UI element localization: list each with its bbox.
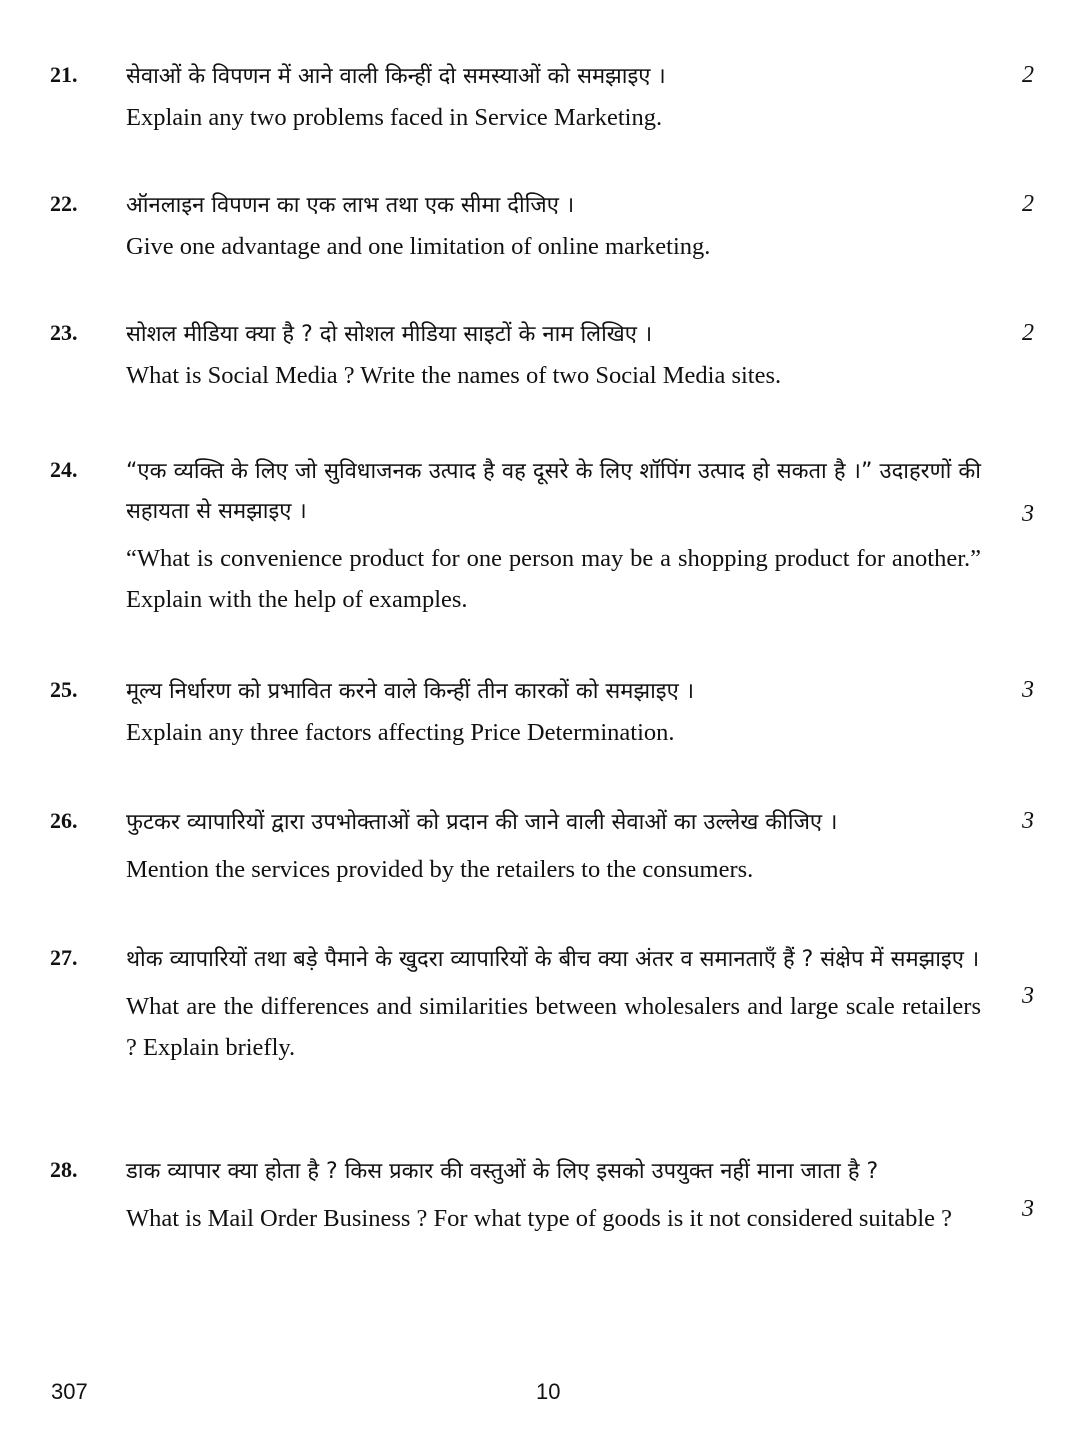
question-marks: 2 <box>1022 191 1034 217</box>
question-marks: 2 <box>1022 62 1034 88</box>
question-number: 28. <box>50 1157 78 1182</box>
question-number: 21. <box>50 62 78 87</box>
question-marks: 3 <box>1022 677 1034 703</box>
question-text-hindi: थोक व्यापारियों तथा बड़े पैमाने के खुदरा व्यापारियों के बीच क्या अंतर व समानताएँ हैं ? संक्षेप में समझाइए । <box>126 947 980 972</box>
question-body <box>126 1152 981 1239</box>
question-number: 27. <box>50 945 78 970</box>
question-number: 24. <box>50 457 78 482</box>
question-text-english: Mention the services provided by the retailers to the consumers. <box>126 856 754 883</box>
question-number: 22. <box>50 191 78 216</box>
question-text-english: What is Social Media ? Write the names of two Social Media sites. <box>126 362 782 389</box>
question-text-english: “What is convenience product for one person may be a shopping product for another.” Explain with the help of examples. <box>126 545 981 613</box>
question-body <box>126 452 981 620</box>
question-text-hindi: फुटकर व्यापारियों द्वारा उपभोक्ताओं को प्रदान की जाने वाली सेवाओं का उल्लेख कीजिए । <box>126 810 838 835</box>
question-text-hindi: डाक व्यापार क्या होता है ? किस प्रकार की वस्तुओं के लिए इसको उपयुक्त नहीं माना जाता है ? <box>126 1159 879 1184</box>
page-number: 10 <box>536 1379 561 1404</box>
question-body <box>126 672 981 753</box>
question-number: 26. <box>50 808 78 833</box>
question-body <box>126 57 981 138</box>
question-text-english: Explain any two problems faced in Service Marketing. <box>126 104 663 131</box>
question-marks: 2 <box>1022 320 1034 346</box>
question-marks: 3 <box>1022 808 1034 834</box>
question-number: 23. <box>50 320 78 345</box>
question-text-hindi: सेवाओं के विपणन में आने वाली किन्हीं दो समस्याओं को समझाइए । <box>126 64 666 89</box>
paper-code: 307 <box>51 1379 88 1404</box>
question-text-english: What are the differences and similarities between wholesalers and large scale retailers ? Explain briefly. <box>126 993 981 1061</box>
question-text-hindi: सोशल मीडिया क्या है ? दो सोशल मीडिया साइटों के नाम लिखिए । <box>126 322 653 347</box>
question-marks: 3 <box>1022 1196 1034 1222</box>
question-text-english: Explain any three factors affecting Price Determination. <box>126 719 675 746</box>
question-body <box>126 315 981 396</box>
question-body <box>126 940 981 1068</box>
question-marks: 3 <box>1022 501 1034 527</box>
question-body <box>126 186 981 267</box>
question-text-english: Give one advantage and one limitation of online marketing. <box>126 233 711 260</box>
question-number: 25. <box>50 677 78 702</box>
question-marks: 3 <box>1022 983 1034 1009</box>
question-text-english: What is Mail Order Business ? For what type of goods is it not considered suitable ? <box>126 1205 953 1232</box>
question-text-hindi: “एक व्यक्ति के लिए जो सुविधाजनक उत्पाद है वह दूसरे के लिए शॉपिंग उत्पाद हो सकता है ।” उदाहरणों की सहायता से समझाइए । <box>126 459 981 524</box>
question-text-hindi: ऑनलाइन विपणन का एक लाभ तथा एक सीमा दीजिए । <box>126 193 575 218</box>
question-body <box>126 803 981 890</box>
question-text-hindi: मूल्य निर्धारण को प्रभावित करने वाले किन्हीं तीन कारकों को समझाइए । <box>126 679 695 704</box>
